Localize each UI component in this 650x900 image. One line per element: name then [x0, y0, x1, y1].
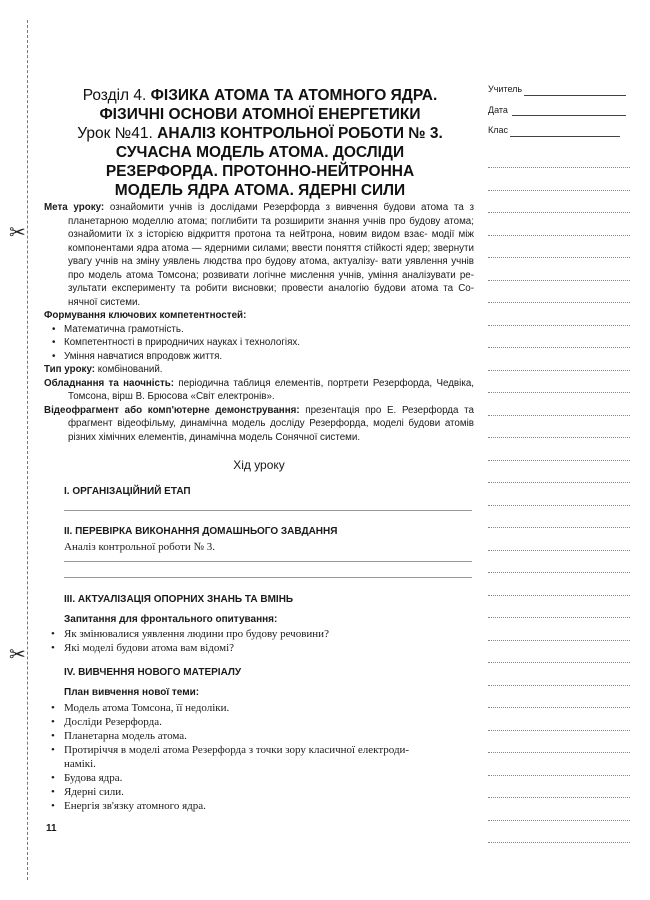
note-line [488, 146, 630, 169]
section-title: ФІЗИКА АТОМА ТА АТОМНОГО ЯДРА. [150, 87, 438, 104]
note-line [488, 731, 630, 754]
note-line [488, 798, 630, 821]
goal-paragraph: Мета уроку: ознайомити учнів із дослідами Резерфорда з вивчення будови атома та з планетарною моделлю атома; поглибити та розширити знання учнів про будову атома; ознайомити їх з історією відкриття протона та нейтрона, новим видом взає- модії між компонентами ядра атома — ядерними силами; ввести поняття стійкості ядер; звернути увагу учнів на зміну уявлень людства про будову атома, актуалізу- вати уявлення учнів про модель атома Томсона; розвивати логічне мислення учнів, уміння аналізувати ре- зультати експерименту та робити висновки; провести аналогію будови атома та Со- нячної системи. [44, 202, 475, 308]
note-line [488, 258, 630, 281]
date-field[interactable] [488, 105, 630, 126]
note-line [488, 663, 630, 686]
note-line [488, 596, 630, 619]
divider [64, 510, 472, 511]
list-item: • Досліди Резерфорда. [48, 715, 474, 729]
section-2-heading: ІІ. ПЕРЕВІРКА ВИКОНАННЯ ДОМАШНЬОГО ЗАВДАННЯ [64, 526, 338, 537]
note-line [488, 483, 630, 506]
lesson-type: Тип уроку: комбінований. [44, 364, 163, 375]
competencies-label: Формування ключових компетентностей: [44, 310, 247, 321]
section-4-heading: IV. ВИВЧЕННЯ НОВОГО МАТЕРІАЛУ [64, 667, 242, 678]
note-line [488, 641, 630, 664]
list-item: • Як змінювалися уявлення людини про будову речовини? [48, 627, 474, 641]
page-number: 11 [46, 823, 57, 834]
note-line [488, 573, 630, 596]
note-line [488, 708, 630, 731]
video-paragraph: Відеофрагмент або комп'ютерне демонстрування: презентація про Е. Резерфорда та фрагмент відеофільму, динамічна модель досліду Резерфорда, моделі будови атомів різних хімічних елементів, динамічна модель Сонячної системи. [44, 404, 474, 443]
class-label: Клас [488, 125, 508, 135]
note-line [488, 438, 630, 461]
section-1-heading: І. ОРГАНІЗАЦІЙНИЙ ЕТАП [64, 486, 191, 497]
list-item: • Які моделі будови атома вам відомі? [48, 641, 474, 655]
list-item: • Протиріччя в моделі атома Резерфорда з точки зору класичної електроди- намікі. [48, 743, 474, 771]
list-item: • Будова ядра. [48, 771, 474, 785]
note-line [488, 618, 630, 641]
divider [64, 577, 472, 578]
note-line [488, 551, 630, 574]
note-line [488, 393, 630, 416]
competencies-list [44, 323, 474, 364]
note-line [488, 191, 630, 214]
note-line [488, 776, 630, 799]
list-item: • Модель атома Томсона, її недоліки. [48, 701, 474, 715]
class-field[interactable] [488, 125, 630, 146]
note-line [488, 371, 630, 394]
section-title-2: ФІЗИЧНІ ОСНОВИ АТОМНОЇ ЕНЕРГЕТИКИ [99, 106, 421, 123]
lesson-title: АНАЛІЗ КОНТРОЛЬНОЇ РОБОТИ № 3. [157, 125, 443, 142]
plan-list [48, 701, 474, 813]
note-line [488, 303, 630, 326]
section-2-text: Аналіз контрольної роботи № 3. [64, 541, 216, 553]
date-label: Дата [488, 104, 508, 115]
note-line [488, 416, 630, 439]
note-line [488, 753, 630, 776]
note-line [488, 686, 630, 709]
divider [64, 561, 472, 562]
note-line [488, 528, 630, 551]
note-line [488, 461, 630, 484]
list-item: • Компетентності в природничих науках і технологіях. [44, 336, 474, 350]
teacher-label: Учитель [488, 84, 523, 94]
list-item: • Уміння навчатися впродовж життя. [44, 350, 474, 364]
scissors-icon: ✂ [9, 644, 26, 666]
list-item: • Планетарна модель атома. [48, 729, 474, 743]
cut-line [27, 20, 28, 880]
page-title [60, 86, 460, 200]
list-item: • Ядерні сили. [48, 785, 474, 799]
scissors-icon: ✂ [9, 222, 26, 244]
note-line [488, 821, 630, 844]
section-prefix: Розділ 4. [82, 87, 147, 104]
lesson-title-2: СУЧАСНА МОДЕЛЬ АТОМА. ДОСЛІДИ [115, 144, 405, 161]
questions-list [48, 627, 474, 655]
note-line [488, 348, 630, 371]
lesson-title-4: МОДЕЛЬ ЯДРА АТОМА. ЯДЕРНІ СИЛИ [114, 182, 406, 199]
note-line [488, 213, 630, 236]
equipment-paragraph: Обладнання та наочність: періодична таблиця елементів, портрети Резерфорда, Чедвіка, Томсона, вірш В. Брюсова «Світ електронів». [44, 377, 474, 402]
teacher-field[interactable] [488, 84, 630, 105]
lesson-title-3: РЕЗЕРФОРДА. ПРОТОННО-НЕЙТРОННА [105, 163, 415, 180]
note-line [488, 236, 630, 259]
goal-label: Мета уроку: [44, 202, 105, 213]
note-line [488, 168, 630, 191]
notes-sidebar [488, 84, 630, 843]
list-item: • Математична грамотність. [44, 323, 474, 337]
note-line [488, 326, 630, 349]
note-line [488, 506, 630, 529]
lesson-prefix: Урок №41. [77, 125, 153, 142]
note-line [488, 281, 630, 304]
course-title: Хід уроку [233, 458, 285, 472]
list-item: • Енергія зв'язку атомного ядра. [48, 799, 474, 813]
notes-lines [488, 146, 630, 844]
section-3-heading: ІІІ. АКТУАЛІЗАЦІЯ ОПОРНИХ ЗНАНЬ ТА ВМІНЬ [64, 594, 294, 605]
lesson-description [44, 201, 474, 444]
questions-heading: Запитання для фронтального опитування: [64, 614, 278, 625]
plan-heading: План вивчення нової теми: [64, 687, 200, 698]
